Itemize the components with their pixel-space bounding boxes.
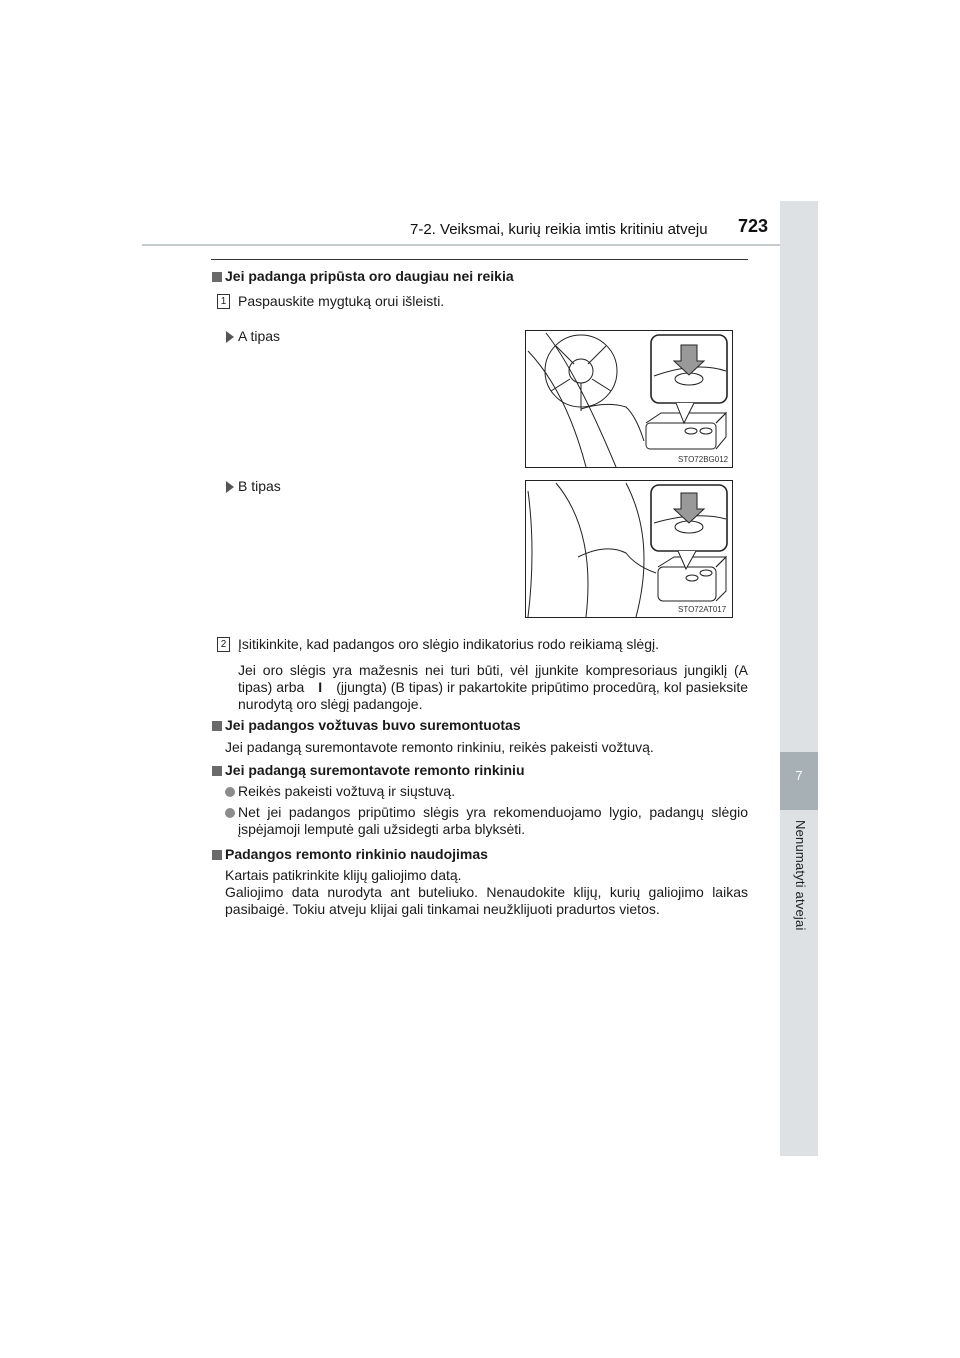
on-symbol: I	[318, 679, 323, 695]
triangle-marker-icon	[226, 331, 234, 343]
step-2-detail-part-b: (įjungta) (B tipas) ir pakartokite pripūtimo procedūrą, kol pasieksite nurodytą oro slėgį padangoje.	[238, 679, 748, 712]
figure-a-code: STO72BG012	[678, 455, 729, 464]
header-divider	[142, 244, 780, 246]
triangle-marker-icon	[226, 481, 234, 493]
chapter-title: Nenumatyti atvejai	[793, 820, 808, 931]
valve-text: Jei padangą suremontavote remonto rinkiniu, reikės pakeisti vožtuvą.	[225, 739, 654, 755]
figure-b-code: STO72AT017	[678, 605, 727, 614]
step-1-text: Paspauskite mygtuką orui išleisti.	[238, 293, 445, 309]
section-header: 7-2. Veiksmai, kurių reikia imtis kritiniu atveju	[410, 221, 708, 238]
tire-deflate-illustration-a	[526, 331, 732, 467]
repaired-bullet-1: Reikės pakeisti vožtuvą ir siųstuvą.	[238, 783, 456, 799]
section-title-repaired: Jei padangą suremontavote remonto rinkiniu	[225, 762, 525, 778]
section-title-over-inflated: Jei padanga pripūsta oro daugiau nei reikia	[225, 268, 514, 284]
section-title-valve: Jei padangos vožtuvas buvo suremontuotas	[225, 717, 521, 733]
kit-usage-line-2: Galiojimo data nurodyta ant buteliuko. Nenaudokite klijų, kurių galiojimo laikas pasibaigė. Tokiu atveju klijai gali tinkamai neužklijuoti pradurtos vietos.	[225, 884, 748, 917]
round-bullet-icon	[225, 787, 235, 797]
content-divider	[211, 259, 748, 260]
type-b-label: B tipas	[238, 478, 281, 494]
square-bullet-icon	[212, 721, 222, 731]
kit-usage-line-1: Kartais patikrinkite klijų galiojimo datą.	[225, 867, 462, 883]
square-bullet-icon	[212, 766, 222, 776]
round-bullet-icon	[225, 808, 235, 818]
tire-deflate-illustration-b	[526, 481, 732, 617]
step-1-box: 1	[217, 294, 230, 309]
step-2-text: Įsitikinkite, kad padangos oro slėgio indikatorius rodo reikiamą slėgį.	[238, 636, 659, 652]
step-2-detail	[238, 662, 748, 713]
page-number: 723	[738, 216, 769, 236]
repaired-bullet-2: Net jei padangos pripūtimo slėgis yra rekomenduojamo lygio, padangų slėgio įspėjamoji lemputė gali užsidegti arba blyksėti.	[238, 804, 748, 837]
type-a-label: A tipas	[238, 328, 281, 344]
figure-type-b	[525, 480, 733, 618]
step-2-detail-part-a: Jei oro slėgis yra mažesnis nei turi būti, vėl įjunkite kompresoriaus jungiklį (A tipas) arba	[238, 662, 748, 695]
square-bullet-icon	[212, 272, 222, 282]
section-title-kit-usage: Padangos remonto rinkinio naudojimas	[225, 846, 488, 862]
square-bullet-icon	[212, 850, 222, 860]
chapter-number: 7	[795, 768, 803, 783]
step-2-box: 2	[217, 637, 230, 652]
figure-type-a	[525, 330, 733, 468]
